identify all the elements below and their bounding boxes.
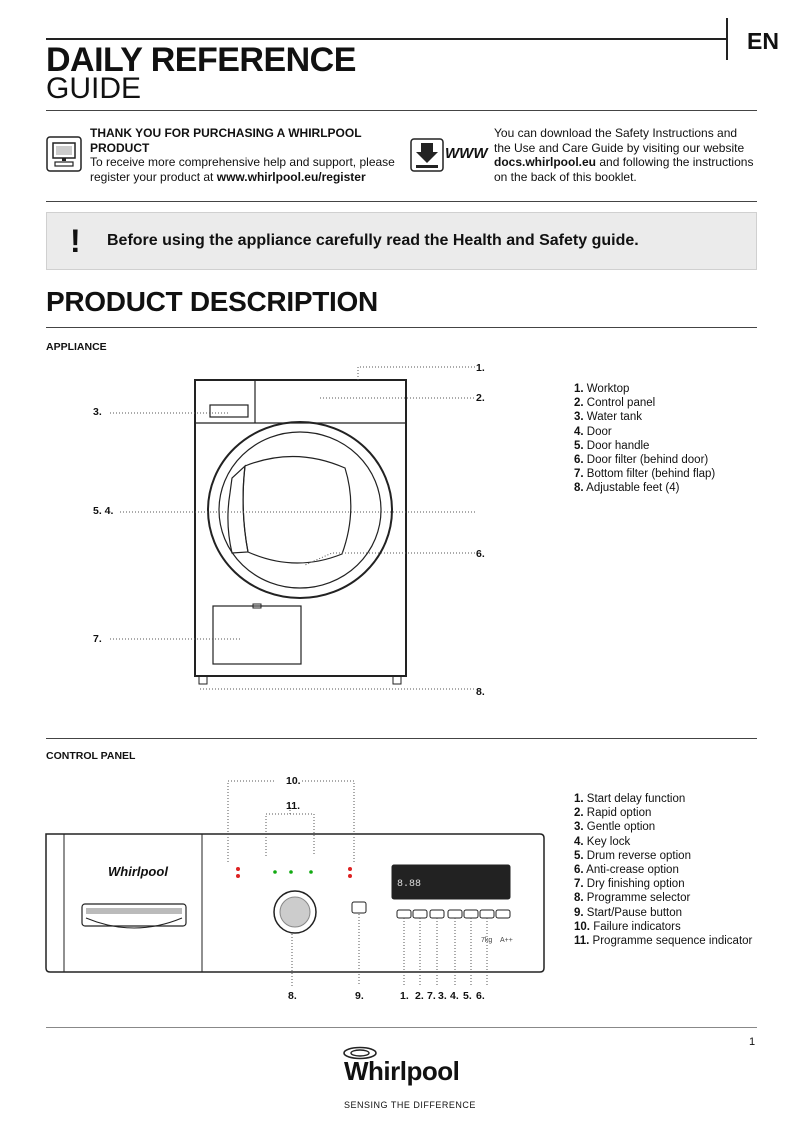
legend-item: 7. Bottom filter (behind flap) (574, 468, 716, 481)
warning-text: Before using the appliance carefully read the Health and Safety guide. (107, 232, 639, 249)
legend-item: 1. Start delay function (574, 793, 686, 805)
callout-3: 3. (93, 406, 102, 418)
intro-register-text (90, 126, 410, 184)
panel-buttons (397, 910, 510, 918)
callout-11: 11. (286, 800, 301, 812)
callout-6: 6. (476, 548, 485, 560)
page-title-line1: DAILY REFERENCE (46, 41, 356, 79)
page-title-line2: GUIDE (46, 72, 142, 105)
dryer-body (195, 380, 406, 684)
callout-7: 7. (93, 633, 102, 645)
legend-item: 11. Programme sequence indicator (574, 935, 753, 948)
section-title: PRODUCT DESCRIPTION (46, 286, 378, 317)
legend-item: 7. Dry finishing option (574, 878, 685, 891)
control-panel-rule (46, 738, 757, 739)
legend-item: 10. Failure indicators (574, 920, 681, 933)
exclamation-icon: ! (70, 223, 81, 259)
callout-leaders (110, 367, 475, 689)
callout-cp-3: 3. (438, 990, 447, 1002)
footer-brand-logo: Whirlpool (344, 1056, 460, 1086)
panel-energy-label: A++ (500, 937, 513, 944)
indicator-leds (236, 867, 352, 878)
legend-item: 3. Gentle option (574, 821, 656, 834)
callout-8: 8. (476, 686, 485, 698)
callout-2: 2. (476, 392, 485, 404)
download-text-part2: and following the instructions on the back of this booklet. (494, 155, 754, 184)
callout-1: 1. (476, 362, 485, 374)
callout-cp-9: 9. (355, 990, 364, 1002)
www-label: WWW (445, 145, 488, 162)
legend-item: 8. Programme selector (574, 892, 691, 905)
sequence-leds (273, 870, 313, 874)
legend-item: 1. Worktop (574, 383, 630, 395)
callout-cp-7: 7. (427, 990, 436, 1002)
callout-cp-4: 4. (450, 990, 459, 1002)
legend-item: 8. Adjustable feet (4) (574, 482, 680, 495)
callout-cp-2: 2. (415, 990, 424, 1002)
legend-item: 5. Door handle (574, 439, 650, 452)
legend-item: 9. Start/Pause button (574, 906, 683, 919)
legend-item: 6. Anti-crease option (574, 864, 679, 877)
appliance-legend (574, 382, 715, 496)
intro-register-body: To receive more comprehensive help and support, please register your product at (90, 155, 395, 184)
legend-item: 2. Control panel (574, 397, 656, 410)
legend-item: 5. Drum reverse option (574, 849, 691, 862)
panel-body (46, 834, 544, 972)
appliance-heading: APPLIANCE (46, 341, 107, 353)
footer-rule (46, 1027, 757, 1028)
legend-item: 3. Water tank (574, 411, 642, 424)
legend-item: 6. Door filter (behind door) (574, 454, 709, 467)
docs-link[interactable]: docs.whirlpool.eu (494, 155, 597, 169)
callout-cp-8: 8. (288, 990, 297, 1002)
header-rule (46, 38, 727, 40)
intro-download-text (494, 126, 754, 184)
control-panel-diagram (44, 768, 564, 1003)
panel-capacity-label: 7kg (481, 937, 493, 944)
intro-rule (46, 201, 757, 202)
panel-brand-logo: Whirlpool (108, 864, 168, 879)
intro-heading: THANK YOU FOR PURCHASING A WHIRLPOOL PRODUCT (90, 126, 362, 155)
legend-item: 4. Key lock (574, 835, 631, 848)
callout-5-4: 5. 4. (93, 505, 114, 517)
computer-icon (46, 136, 82, 172)
page-number: 1 (749, 1036, 756, 1048)
panel-display-digits: 8.88 (397, 879, 422, 890)
section-rule (46, 327, 757, 328)
download-icon (410, 138, 444, 172)
download-text-part1: You can download the Safety Instructions and the Use and Care Guide by visiting our website (494, 126, 745, 155)
callout-cp-1: 1. (400, 990, 409, 1002)
language-code: EN (747, 28, 779, 54)
callout-cp-6: 6. (476, 990, 485, 1002)
control-panel-legend (574, 792, 752, 948)
legend-item: 2. Rapid option (574, 807, 652, 820)
title-rule (46, 110, 757, 111)
register-link[interactable]: www.whirlpool.eu/register (216, 169, 366, 184)
footer-tagline: SENSING THE DIFFERENCE (344, 1100, 476, 1110)
callout-10: 10. (286, 775, 301, 787)
callout-cp-5: 5. (463, 990, 472, 1002)
control-panel-heading: CONTROL PANEL (46, 750, 136, 762)
legend-item: 4. Door (574, 425, 612, 438)
appliance-diagram (80, 358, 500, 703)
